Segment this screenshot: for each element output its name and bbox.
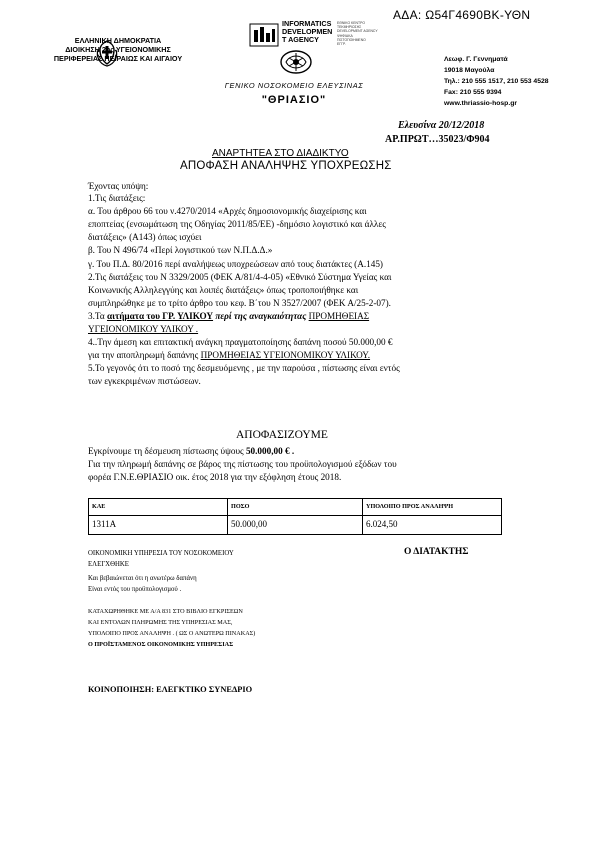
agency-fineprint (337, 21, 378, 46)
table-header-row (89, 499, 502, 516)
table-row (89, 515, 502, 534)
considering-label: Έχοντας υπόψη: (88, 181, 149, 191)
hospital-short-name: "ΘΡΙΑΣΙΟ" (261, 94, 327, 106)
item-3-request: αιτήματα του ΓΡ. ΥΛΙΚΟΥ (106, 311, 214, 321)
contact-fax: Fax: 210 555 9394 (444, 89, 502, 96)
document-date: Ελευσίνα 20/12/2018 (398, 120, 485, 131)
fineprint-line: DEVELOPMENT AGENCY (337, 29, 378, 34)
item-1a-line-3: διατάξεις» (Α143) όπως ισχύει (88, 232, 202, 242)
fineprint-line: ΨΗΦΙΑΚΑ (337, 33, 353, 38)
finance-head: Ο ΠΡΟΪΣΤΑΜΕΝΟΣ ΟΙΚΟΝΟΜΙΚΗΣ ΥΠΗΡΕΣΙΑΣ (88, 641, 234, 648)
item-4-line-2 (88, 350, 370, 362)
issuer-line-3: ΠΕΡΙΦΕΡΕΙΑΣ ΠΕΙΡΑΙΩΣ ΚΑΙ ΑΙΓΑΙΟΥ (53, 54, 183, 64)
protocol-number: ΑΡ.ΠΡΩΤ…35023/Φ904 (385, 134, 490, 145)
item-2-line-3: συμπληρώθηκε με το τρίτο άρθρο του κεφ. Β΄του Ν 3527/2007 (ΦΕΚ Α/25-2-07). (88, 298, 391, 308)
hospital-logo-icon (278, 48, 314, 76)
certified-line-2: Είναι εντός του προϋπολογισμού . (88, 586, 182, 593)
checked-label: ΕΛΕΓΧΘΗΚΕ (88, 561, 129, 568)
cell-amount: 50.000,00 (228, 515, 363, 534)
cell-remaining: 6.024,50 (363, 515, 502, 534)
item-2-line-2: Κοινωνικής Αλληλεγγύης και λοιπές διατάξεις» όπως τροποποιήθηκε και (88, 285, 359, 295)
approval-line-3: φορέα Γ.Ν.Ε.ΘΡΙΑΣΙΟ οικ. έτος 2018 για την εξόφληση έτους 2018. (88, 472, 342, 482)
item-4-prefix: για την αποπληρωμή δαπάνης (88, 350, 201, 360)
budget-table (88, 498, 502, 535)
item-4-line-1: 4..Την άμεση και επιτακτική ανάγκη πραγματοποίησης δαπάνη ποσού 50.000,00 € (88, 337, 393, 347)
contact-postcode: 19018 Μαγούλα (444, 67, 495, 74)
agency-line-1: INFORMATICS (282, 19, 332, 28)
fineprint-line: ΠΙΣΤΟΠΟΙΗΜΕΝΟ (337, 37, 366, 42)
notification: ΚΟΙΝΟΠΟΙΗΣΗ: ΕΛΕΓΚΤΙΚΟ ΣΥΝΕΔΡΙΟ (88, 685, 253, 694)
fineprint-line: ΕΓΓΡ. (337, 42, 346, 47)
item-4-supply: ΠΡΟΜΗΘΕΙΑΣ ΥΓΕΙΟΝΟΜΙΚΟΥ ΥΛΙΚΟΥ. (200, 350, 371, 360)
finance-service: ΟΙΚΟΝΟΜΙΚΗ ΥΠΗΡΕΣΙΑ ΤΟΥ ΝΟΣΟΚΟΜΕΙΟΥ (88, 550, 234, 557)
contact-address: Λεωφ. Γ. Γεννηματά (444, 56, 508, 63)
header-kae: ΚΑΕ (89, 499, 228, 516)
item-1: 1.Τις διατάξεις: (88, 193, 146, 203)
issuer-line-2: ΔΙΟΙΚΗΣΗ 2ης ΥΓΕΙΟΝΟΜΙΚΗΣ (65, 45, 171, 55)
hospital-name: ΓΕΝΙΚΟ ΝΟΣΟΚΟΜΕΙΟ ΕΛΕΥΣΙΝΑΣ (224, 81, 364, 90)
signatory-title: Ο ΔΙΑΤΑΚΤΗΣ (404, 547, 469, 557)
agency-name (282, 20, 332, 44)
issuer-block (48, 36, 188, 64)
posting-notice: ΑΝΑΡΤΗΤΕΑ ΣΤΟ ΔΙΑΔΙΚΤΥΟ (212, 148, 349, 159)
registration-line-3: ΥΠΟΛΟΙΠΟ ΠΡΟΣ ΑΝΑΛΗΨΗ . ( ΩΣ Ο ΑΝΩΤΕΡΩ ΠΙΝΑΚΑΣ) (88, 630, 256, 637)
ada-code: ΑΔΑ: Ω54Γ4690ΒΚ-ΥΘΝ (393, 8, 531, 22)
item-3-line-2: ΥΓΕΙΟΝΟΜΙΚΟΥ ΥΛΙΚΟΥ . (88, 324, 199, 334)
approval-amount: 50.000,00 € . (245, 446, 295, 456)
contact-website: www.thriassio-hosp.gr (444, 100, 518, 107)
item-3-prefix: 3.Τα (88, 311, 107, 321)
item-1b: β. Του Ν 496/74 «Περί λογιστικού των Ν.Π.Δ.Δ.» (88, 245, 273, 255)
item-2-line-1: 2.Τις διατάξεις του Ν 3329/2005 (ΦΕΚ Α/81/4-4-05) «Εθνικό Σύστημα Υγείας και (88, 272, 392, 282)
item-1a-line-2: εποπτείας (ενσωμάτωση της Οδηγίας 2011/85/ΕΕ) -δημόσιο λογιστικό και άλλες (88, 219, 386, 229)
decision-heading: ΑΠΟΦΑΣΙΖΟΥΜΕ (236, 429, 328, 441)
contact-block (444, 54, 549, 109)
header-amount: ΠΟΣΟ (228, 499, 363, 516)
certified-line-1: Και βεβαιώνεται ότι η ανωτέρω δαπάνη (88, 575, 197, 582)
registration-line-1: ΚΑΤΑΧΩΡΗΘΗΚΕ ΜΕ Α/Α 831 ΣΤΟ ΒΙΒΛΙΟ ΕΓΚΡΙΣΕΩΝ (88, 608, 243, 615)
agency-line-2: DEVELOPMEN (282, 27, 333, 36)
item-3-line-1 (88, 311, 369, 323)
document-title: ΑΠΟΦΑΣΗ ΑΝΑΛΗΨΗΣ ΥΠΟΧΡΕΩΣΗΣ (180, 160, 392, 172)
approval-line-1 (88, 446, 294, 458)
item-5-line-2: των εγκεκριμένων πιστώσεων. (88, 376, 201, 386)
cell-kae: 1311Α (89, 515, 228, 534)
fineprint-line: ΤΕΚΜΗΡΙΩΣΗΣ (337, 25, 362, 30)
agency-line-3: T AGENCY (282, 35, 319, 44)
contact-phone: Τηλ.: 210 555 1517, 210 553 4528 (444, 78, 549, 85)
item-1c: γ. Του Π.Δ. 80/2016 περί αναλήψεως υποχρεώσεων από τους διατάκτες (Α.145) (88, 259, 383, 269)
fineprint-line: ΕΘΝΙΚΟ ΚΕΝΤΡΟ (337, 21, 365, 25)
issuer-line-1: ΕΛΛΗΝΙΚΗ ΔΗΜΟΚΡΑΤΙΑ (74, 36, 162, 45)
approval-text: Εγκρίνουμε τη δέσμευση πίστωσης ύψους (88, 446, 246, 456)
item-5-line-1: 5.Το γεγονός ότι το ποσό της δεσμευόμενης , με την παρούσα , πίστωσης είναι εντός (88, 363, 400, 373)
item-3-supply: ΠΡΟΜΗΘΕΙΑΣ (308, 311, 370, 321)
registration-line-2: ΚΑΙ ΕΝΤΟΛΩΝ ΠΛΗΡΩΜΗΣ ΤΗΣ ΥΠΗΡΕΣΙΑΣ ΜΑΣ, (88, 619, 233, 626)
agency-logo-icon (248, 22, 280, 48)
approval-line-2: Για την πληρωμή δαπάνης σε βάρος της πίστωσης του προϋπολογισμού εξόδων του (88, 459, 397, 469)
item-1a-line-1: α. Του άρθρου 66 του ν.4270/2014 «Αρχές δημοσιονομικής διαχείρισης και (88, 206, 367, 216)
header-remaining: ΥΠΟΛΟΙΠΟ ΠΡΟΣ ΑΝΑΛΗΨΗ (363, 499, 502, 516)
item-3-necessity: περί της αναγκαιότητας (213, 311, 309, 321)
